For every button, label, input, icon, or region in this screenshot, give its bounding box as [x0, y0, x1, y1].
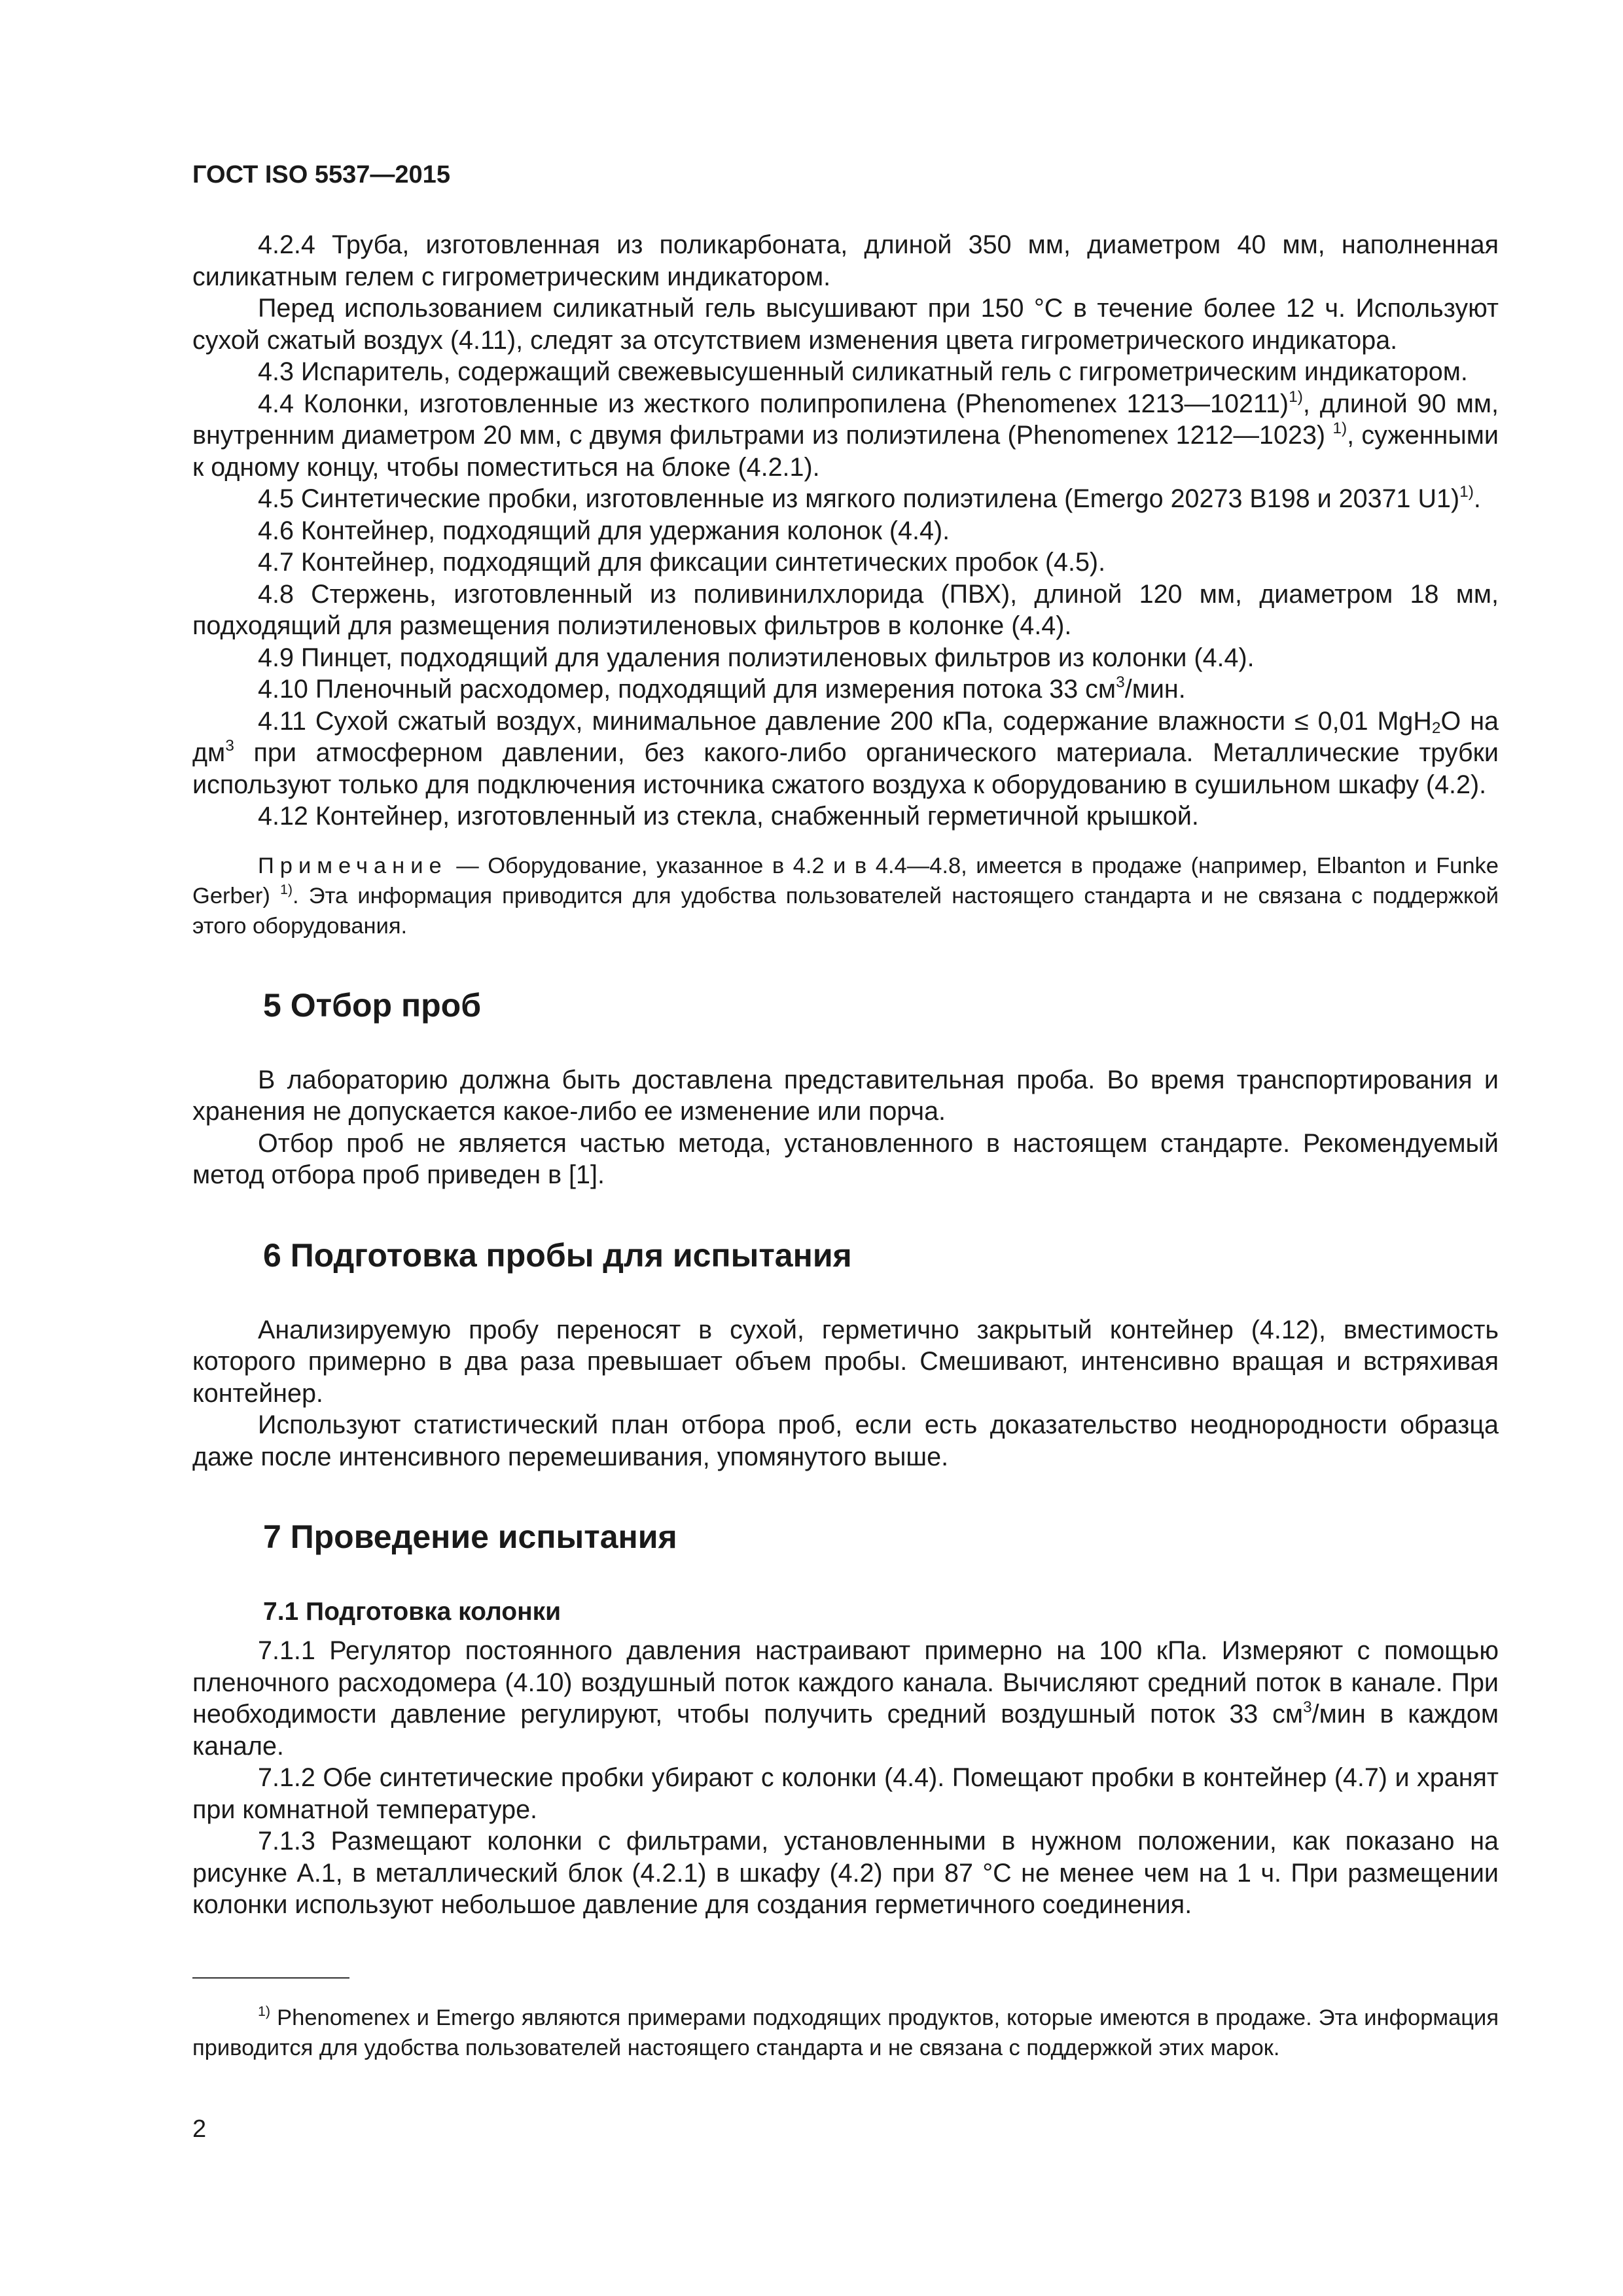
- subsection-7-1-heading: 7.1 Подготовка колонки: [263, 1598, 562, 1626]
- footnote-ref: 1): [280, 881, 293, 897]
- paragraph-7-1-3: 7.1.3 Размещают колонки с фильтрами, установленными в нужном положении, как показано на рисунке А.1, в металлический блок (4.2.1) в шкафу (4.2) при 87 °С не менее чем на 1 ч. При размещении колонки используют небольшое давление для создания герметичного соединения.: [192, 1827, 1499, 1919]
- paragraph-4-6: 4.6 Контейнер, подходящий для удержания колонок (4.4).: [258, 516, 950, 545]
- paragraph-4-4: 4.4 Колонки, изготовленные из жесткого полипропилена (Phenomenex 1213—10211)$^{1)}$, длиной 90 мм, внутренним диаметром 20 мм, с двумя фильтрами из полиэтилена (Phenomenex 1212—1023) $^{1)}$, суженными к одному концу, чтобы поместиться на блоке (4.2.1).: [192, 387, 1499, 482]
- footnote-divider: [192, 1977, 349, 1979]
- section-6-paragraph-2: Используют статистический план отбора проб, если есть доказательство неоднородности образца даже после интенсивного перемешивания, упомянутого выше.: [192, 1410, 1499, 1471]
- paragraph-4-7: 4.7 Контейнер, подходящий для фиксации синтетических пробок (4.5).: [258, 548, 1106, 577]
- section-5-heading: 5 Отбор проб: [263, 986, 482, 1024]
- paragraph-4-2-4: 4.2.4 Труба, изготовленная из поликарбоната, длиной 350 мм, диаметром 40 мм, наполненная силикатным гелем с гигрометрическим индикатором.: [192, 230, 1499, 291]
- footnote: $^{1)}$ Phenomenex и Emergo являются примерами подходящих продуктов, которые имеются в продаже. Эта информация приводится для удобства пользователей настоящего стандарта и не связана с поддержкой этих марок.: [192, 2003, 1499, 2060]
- note-label: Примечание: [258, 853, 448, 878]
- paragraph-4-8: 4.8 Стержень, изготовленный из поливинилхлорида (ПВХ), длиной 120 мм, диаметром 18 мм, подходящий для размещения полиэтиленовых фильтров в колонке (4.4).: [192, 579, 1499, 640]
- paragraph-7-1-2: 7.1.2 Обе синтетические пробки убирают с колонки (4.4). Помещают пробки в контейнер (4.7) и хранят при комнатной температуре.: [192, 1763, 1499, 1824]
- footnote-ref: 1): [1332, 420, 1347, 438]
- paragraph-4-10: 4.10 Пленочный расходомер, подходящий для измерения потока 33 $см^3$/мин.: [258, 673, 1186, 704]
- note-paragraph: Примечание — Оборудование, указанное в 4.2 и в 4.4—4.8, имеется в продаже (например, Elbanton и Funke Gerber) $^{1)}$. Эта информация приводится для удобства пользователей настоящего стандарта и не связана с поддержкой этого оборудования.: [192, 853, 1499, 939]
- section-6-heading: 6 Подготовка пробы для испытания: [263, 1236, 852, 1274]
- section-5-paragraph-2: Отбор проб не является частью метода, установленного в настоящем стандарте. Рекомендуемый метод отбора проб приведен в [1].: [192, 1128, 1499, 1189]
- paragraph-4-12: 4.12 Контейнер, изготовленный из стекла, снабженный герметичной крышкой.: [258, 802, 1199, 831]
- paragraph-4-9: 4.9 Пинцет, подходящий для удаления полиэтиленовых фильтров из колонки (4.4).: [258, 643, 1255, 672]
- footnote-mark: 1): [258, 2003, 271, 2020]
- paragraph-4-11: 4.11 Сухой сжатый воздух, минимальное давление 200 кПа, содержание влажности ≤ 0,01 MgH$_2$O на $дм^3$ при атмосферном давлении, без какого-либо органического материала. Металлические трубки используют только для подключения источника сжатого воздуха к оборудованию в сушильном шкафу (4.2).: [192, 706, 1499, 799]
- paragraph-4-5: 4.5 Синтетические пробки, изготовленные из мягкого полиэтилена (Emergo 20273 B198 и 20371 U1)$^{1)}$.: [258, 483, 1481, 513]
- paragraph-4-3: 4.3 Испаритель, содержащий свежевысушенный силикатный гель с гигрометрическим индикатором.: [258, 357, 1468, 386]
- paragraph-drying-note: Перед использованием силикатный гель высушивают при 150 °С в течение более 12 ч. Используют сухой сжатый воздух (4.11), следят за отсутствием изменения цвета гигрометрического индикатора.: [192, 294, 1499, 355]
- section-5-paragraph-1: В лабораторию должна быть доставлена представительная проба. Во время транспортирования и хранения не допускается какое-либо ее изменение или порча.: [192, 1065, 1499, 1126]
- section-6-paragraph-1: Анализируемую пробу переносят в сухой, герметично закрытый контейнер (4.12), вместимость которого примерно в два раза превышает объем пробы. Смешивают, интенсивно вращая и встряхивая контейнер.: [192, 1315, 1499, 1408]
- footnote-ref: 1): [1289, 387, 1303, 406]
- section-7-heading: 7 Проведение испытания: [263, 1518, 677, 1555]
- page-number: 2: [192, 2115, 207, 2143]
- document-body: [192, 229, 1499, 1921]
- document-header: ГОСТ ISO 5537—2015: [192, 161, 450, 188]
- paragraph-7-1-1: 7.1.1 Регулятор постоянного давления настраивают примерно на 100 кПа. Измеряют с помощью пленочного расходомера (4.10) воздушный поток каждого канала. Вычисляют средний поток в канале. При необходимости давление регулируют, чтобы получить средний воздушный поток 33 $см^3$/мин в каждом канале.: [192, 1636, 1499, 1761]
- footnote-ref: 1): [1459, 483, 1474, 501]
